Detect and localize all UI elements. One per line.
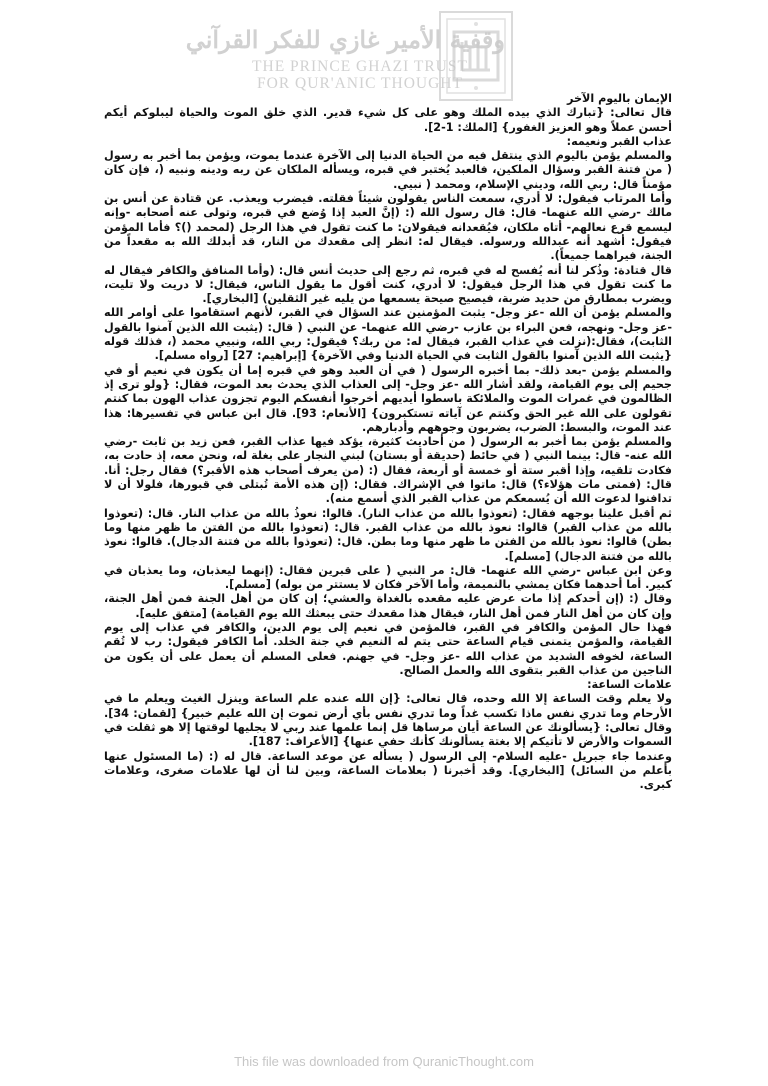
article-body [104, 92, 672, 793]
watermark-arabic: وقفية الأمير غازي للفكر القرآني [185, 25, 505, 54]
paragraph: والمسلم يؤمن -بعد ذلك- بما أخبره الرسول ( في أن العبد وهو في قبره إما أن يكون في نعيم أو في جحيم إلى يوم القيامة، ولقد أشار الله -عز وجل- إلى العذاب الذي يحدث بعد الموت، فقال: {ولو ترى إذ الظالمون في غمرات الموت والملائكة باسطوا أيديهم أخرجوا أنفسكم اليوم تجزون عذاب الهون بما كنتم تقولون على الله غير الحق وكنتم عن آياته تستكبرون} [الأنعام: 93]. قال ابن عباس في تفسيرها: هذا عند الموت، والبسط: الضرب، يضربون وجوههم وأدبارهم. [104, 363, 672, 434]
paragraph: وأما المرتاب فيقول: لا أدري، سمعت الناس يقولون شيئاً فقلته. فيضرب ويعذب. عن قتادة عن أنس بن مالك -رضي الله عنهما- قال: قال رسول الله (: (إنَّ العبد إذا وُضع في قبره، وتولى عنه أصحابه -وإنه ليسمع قرع نعالهم- أتاه ملكان، فيُقعدانه فيقولان: ما كنت تقول في هذا الرجل (لمحمد ()؟ فأما المؤمن فيقول: أشهد أنه عبدالله ورسوله. فيقال له: انظر إلى مقعدك من النار، قد أبدلك الله به مقعداً من الجنة، فيراهما جميعاً). [104, 192, 672, 263]
paragraph: والمسلم يؤمن بما أخبر به الرسول ( من أحاديث كثيرة، يؤكد فيها عذاب القبر، فعن زيد بن ثابت -رضي الله عنه- قال: بينما النبي ( في حائط (حديقة أو بستان) لبني النجار على بغلة له، ونحن معه، إذ حادت به، فكادت تلقيه، وإذا أقبر ستة أو خمسة أو أربعة، فقال (: (من يعرف أصحاب هذه الأقبر؟) فقال رجل: أنا. قال: (فمتى مات هؤلاء؟) قال: ماتوا في الإشراك. فقال: (إن هذه الأمة تُبتلى في قبورها، فلولا أن لا تدافنوا لدعوت الله أن يُسمعكم من عذاب القبر الذي أسمع منه). [104, 435, 672, 506]
download-footer: This file was downloaded from QuranicThought.com [234, 1054, 534, 1069]
watermark-english-line1: THE PRINCE GHAZI TRUST [252, 58, 468, 75]
paragraph: والمسلم يؤمن باليوم الذي ينتقل فيه من الحياة الدنيا إلى الآخرة عندما يموت، ويؤمن بما أخبر به رسول ( من فتنة القبر وسؤال الملكين، فالعبد يُختبر في قبره، ويسأله الملكان عن ربه ودينه ونبيه (، فإن كان مؤمناً قال: ربي الله، وديني الإسلام، ومحمد ( نبيي. [104, 149, 672, 191]
paragraph: وعندما جاء جبريل -عليه السلام- إلى الرسول ( يسأله عن موعد الساعة. قال له (: (ما المسئول عنها بأعلم من السائل) [البخاري]. وقد أخبرنا ( بعلامات الساعة، وبين لنا أن لها علامات صغرى، وعلامات كبرى. [104, 749, 672, 792]
paragraph: وقال (: (إن أحدكم إذا مات عرض عليه مقعده بالغداة والعشي؛ إن كان من أهل الجنة فمن أهل الجنة، وإن كان من أهل النار فمن أهل النار، فيقال هذا مقعدك حتى يبعثك الله يوم القيامة) [متفق عليه]. [104, 592, 672, 620]
paragraph: قال قتادة: وذُكر لنا أنه يُفسح له في قبره، ثم رجع إلى حديث أنس قال: (وأما المنافق والكافر فيقال له ما كنت تقول في هذا الرجل فيقول: لا أدري، كنت أقول ما يقول الناس، فيقال: لا دريت ولا تليت، ويضرب بمطارق من حديد ضربة، فيصيح صيحة يسمعها من يليه غير الثقلين) [البخاري]. [104, 263, 672, 306]
section-heading: عذاب القبر ونعيمه: [566, 134, 672, 148]
watermark-english-line2: FOR QUR'ANIC THOUGHT [257, 75, 463, 92]
paragraph: ثم أقبل علينا بوجهه فقال: (تعوذوا بالله من عذاب النار). قالوا: نعوذُ بالله من عذاب النار. قال: (تعوذوا بالله من عذاب القبر) قالوا: نعوذ بالله من عذاب القبر. قال: (تعوذوا بالله من الفتن ما ظهر منها وما بطن) قالوا: نعوذ بالله من الفتن ما ظهر منها وما بطن. قال: (تعوذوا بالله من فتنة الدجال). قالوا: نعوذ بالله من فتنة الدجال) [مسلم]. [104, 506, 672, 563]
page-title: الإيمان باليوم الآخر [567, 92, 672, 105]
section-heading: علامات الساعة: [587, 678, 672, 692]
paragraph: وعن ابن عباس -رضي الله عنهما- قال: مر النبي ( على قبرين فقال: (إنهما ليعذبان، وما يعذبان في كبير. أما أحدهما فكان يمشي بالنميمة، وأما الآخر فكان لا يستتر من بوله) [مسلم]. [104, 563, 672, 592]
paragraph: ولا يعلم وقت الساعة إلا الله وحده، قال تعالى: {إن الله عنده علم الساعة وينزل الغيث ويعلم ما في الأرحام وما تدري نفس ماذا تكسب غداً وما تدري نفس بأي أرض تموت إن الله عليم خبير} [لقمان: 34]. وقال تعالى: {يسألونك عن الساعة أيان مرساها قل إنما علمها عند ربي لا يجليها لوقتها إلا هو ثقلت في السموات والأرض لا تأتيكم إلا بغتة يسألونك كأنك حفي عنها} [الأعراف: 187]. [104, 692, 672, 749]
paragraph: فهذا حال المؤمن والكافر في القبر، فالمؤمن في نعيم إلى يوم الدين، والكافر في عذاب إلى يوم القيامة، والمؤمن يتمنى قيام الساعة حتى يتم له النعيم في جنة الخلد. أما الكافر فيقول: رب لا تُقم الساعة، لخوفه الشديد من عذاب الله -عز وجل- في جهنم. فعلى المسلم أن يعمل على أن يكون من الناجين من عذاب القبر بتقوى الله والعمل الصالح. [104, 620, 672, 677]
paragraph: قال تعالى: {تبارك الذي بيده الملك وهو على كل شيء قدير. الذي خلق الموت والحياة ليبلوكم أيكم أحسن عملاً وهو العزيز الغفور} [الملك: 1-2]. [104, 106, 672, 134]
paragraph: والمسلم يؤمن أن الله -عز وجل- يثبت المؤمنين عند السؤال في القبر، لأنهم استقاموا على أوامر الله -عز وجل- ونهجه، فعن البراء بن عازب -رضي الله عنهما- عن النبي ( قال: (يثبت الله الذين آمنوا بالقول الثابت)، فقال:(نزلت في عذاب القبر، فيقال له: من ربك؟ فيقول: ربي الله، ونبيي محمد (، فذلك قوله {يثبت الله الذين آمنوا بالقول الثابت في الحياة الدنيا وفي الآخرة} [إبراهيم: 27] [رواه مسلم]. [104, 306, 672, 363]
